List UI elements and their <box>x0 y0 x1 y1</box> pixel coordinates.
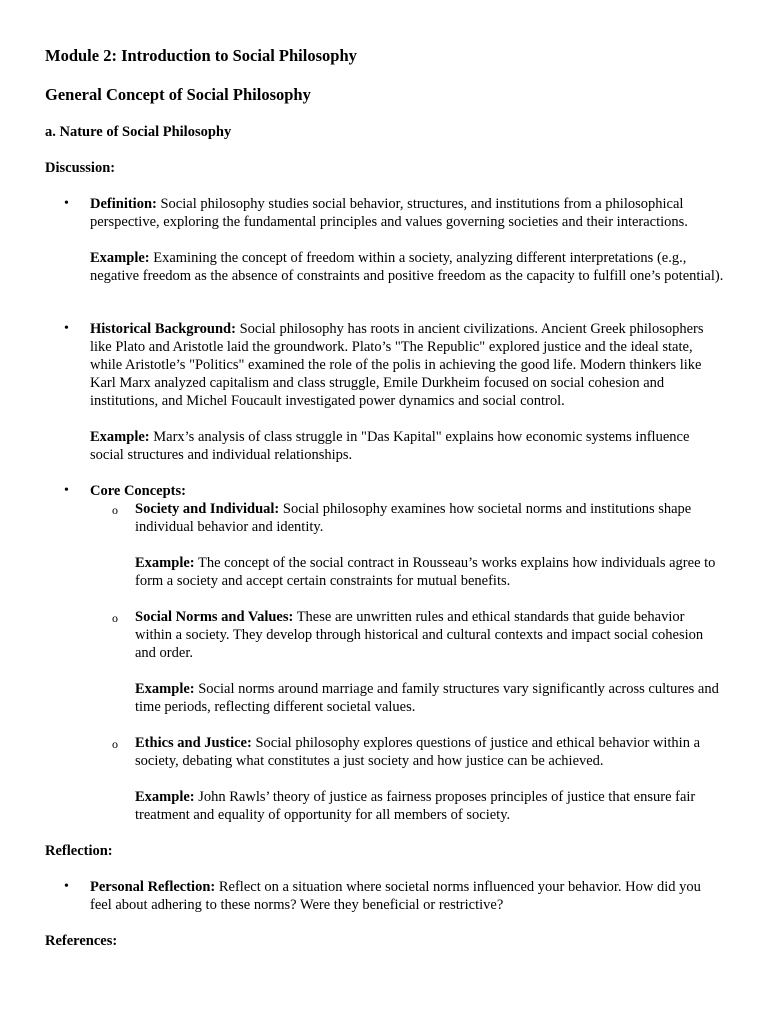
example-text: Marx’s analysis of class struggle in "Das Kapital" explains how economic systems influence social structures and individual relationships. <box>90 429 690 463</box>
section-title: General Concept of Social Philosophy <box>45 85 311 104</box>
norms-example <box>135 680 725 716</box>
example-label: Example: <box>90 250 150 266</box>
norms-text: These are unwritten rules and ethical standards that guide behavior within a society. They develop through historical and cultural contexts and impact social cohesion and order. <box>135 609 704 661</box>
ethics-text: Social philosophy explores questions of justice and ethical behavior within a society, debating what constitutes a just society and how justice can be achieved. <box>135 735 701 769</box>
personal-reflection-bullet <box>45 878 725 914</box>
references-heading: References: <box>45 933 118 949</box>
ethics-justice-sub-bullet <box>90 734 725 824</box>
historical-label: Historical Background: <box>90 321 236 337</box>
bullet-icon: • <box>64 196 69 211</box>
historical-example <box>90 428 725 464</box>
module-title: Module 2: Introduction to Social Philosophy <box>45 46 357 65</box>
module-title-block <box>45 46 725 66</box>
example-text: Examining the concept of freedom within a society, analyzing different interpretations (e.g., negative freedom as the absence of constraints and positive freedom as the capacity to fulfill one’s potential). <box>90 250 724 284</box>
example-text: The concept of the social contract in Rousseau’s works explains how individuals agree to form a society and accept certain constraints for mutual benefits. <box>135 555 716 589</box>
personal-reflection-paragraph <box>90 878 725 914</box>
bullet-icon: • <box>64 483 69 498</box>
discussion-heading: Discussion: <box>45 160 116 176</box>
section-title-block <box>45 85 725 105</box>
norms-values-sub-bullet <box>90 608 725 716</box>
society-individual-sub-bullet <box>90 500 725 590</box>
definition-bullet <box>45 195 725 285</box>
discussion-heading-block <box>45 159 725 177</box>
example-label: Example: <box>135 789 195 805</box>
reflection-heading: Reflection: <box>45 843 113 859</box>
sub-bullet-icon: o <box>112 737 118 751</box>
society-label: Society and Individual: <box>135 501 280 517</box>
example-label: Example: <box>135 681 195 697</box>
historical-bullet <box>45 320 725 464</box>
society-paragraph <box>135 500 725 536</box>
example-label: Example: <box>90 429 150 445</box>
sub-bullet-icon: o <box>112 503 118 517</box>
definition-label: Definition: <box>90 196 157 212</box>
personal-reflection-text: Reflect on a situation where societal norms influenced your behavior. How did you feel about adhering to these norms? Were they beneficial or restrictive? <box>90 879 701 913</box>
historical-text: Social philosophy has roots in ancient civilizations. Ancient Greek philosophers like Plato and Aristotle laid the groundwork. Plato’s "The Republic" explored justice and the ideal state, while Aristotle’s "Politics" examined the role of the polis in achieving the good life. Modern thinkers like Karl Marx analyzed capitalism and class struggle, Emile Durkheim focused on social cohesion and institutions, and Michel Foucault investigated power dynamics and social control. <box>90 321 704 409</box>
society-example <box>135 554 725 590</box>
sub-bullet-icon: o <box>112 611 118 625</box>
bullet-icon: • <box>64 879 69 894</box>
example-label: Example: <box>135 555 195 571</box>
references-heading-block <box>45 932 725 950</box>
ethics-example <box>135 788 725 824</box>
core-concepts-bullet <box>45 482 725 500</box>
personal-reflection-label: Personal Reflection: <box>90 879 216 895</box>
reflection-heading-block <box>45 842 725 860</box>
ethics-label: Ethics and Justice: <box>135 735 252 751</box>
example-text: Social norms around marriage and family structures vary significantly across cultures and time periods, reflecting different societal values. <box>135 681 719 715</box>
bullet-icon: • <box>64 321 69 336</box>
example-text: John Rawls’ theory of justice as fairness proposes principles of justice that ensure fair treatment and equality of opportunity for all members of society. <box>135 789 696 823</box>
norms-label: Social Norms and Values: <box>135 609 294 625</box>
norms-paragraph <box>135 608 725 662</box>
subsection-title-block <box>45 123 725 141</box>
definition-example <box>90 249 725 285</box>
subsection-title: a. Nature of Social Philosophy <box>45 124 232 140</box>
society-text: Social philosophy examines how societal norms and institutions shape individual behavior and identity. <box>135 501 692 535</box>
ethics-paragraph <box>135 734 725 770</box>
definition-text: Social philosophy studies social behavior, structures, and institutions from a philosophical perspective, exploring the fundamental principles and values governing societies and their interactions. <box>90 196 688 230</box>
core-concepts-label: Core Concepts: <box>90 483 186 499</box>
definition-paragraph <box>90 195 725 231</box>
historical-paragraph <box>90 320 725 410</box>
